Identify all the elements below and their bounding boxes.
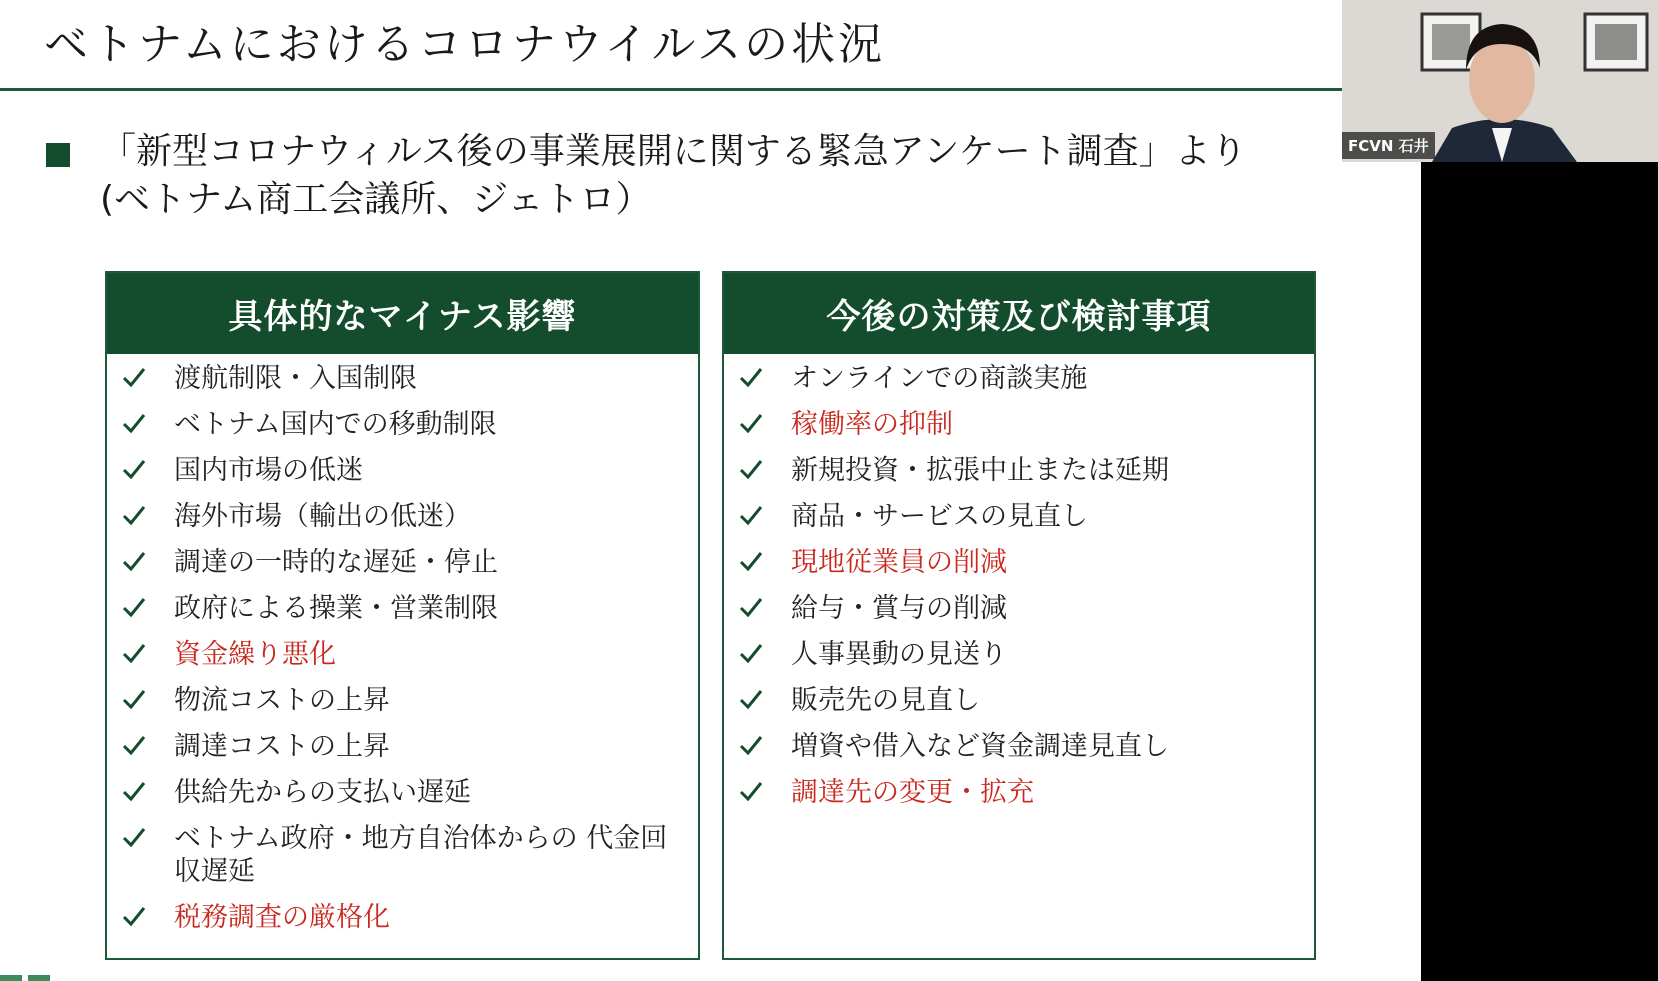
checkmark-icon (738, 456, 764, 482)
list-item-text: 調達先の変更・拡充 (791, 777, 1034, 808)
slide-subtitle (100, 128, 1247, 224)
checkmark-icon (121, 410, 147, 436)
list-item-highlighted (724, 408, 1314, 441)
list-item (107, 500, 698, 533)
slide-title: ベトナムにおけるコロナウイルスの状況 (44, 19, 886, 70)
list-item (107, 362, 698, 395)
square-bullet-icon (46, 143, 70, 167)
list-item-text: 人事異動の見送り (791, 639, 1007, 670)
list-item-text: 資金繰り悪化 (174, 639, 336, 670)
checkmark-icon (738, 364, 764, 390)
list-item-text: ベトナム国内での移動制限 (174, 409, 497, 440)
list-item (107, 730, 698, 763)
list-item-text: 物流コストの上昇 (174, 685, 390, 716)
footer-decoration (0, 975, 60, 981)
list-item (724, 638, 1314, 671)
list-item (107, 822, 698, 888)
list-item (724, 730, 1314, 763)
checkmark-icon (121, 903, 147, 929)
list-item-text: 現地従業員の削減 (791, 547, 1007, 578)
checkmark-icon (121, 594, 147, 620)
checkmark-icon (738, 594, 764, 620)
checkmark-icon (738, 686, 764, 712)
list-item-highlighted (724, 776, 1314, 809)
checkmark-icon (738, 778, 764, 804)
checkmark-icon (738, 640, 764, 666)
checkmark-icon (738, 732, 764, 758)
list-item-text: 給与・賞与の削減 (791, 593, 1007, 624)
list-item-text: 政府による操業・営業制限 (174, 593, 498, 624)
title-divider (0, 88, 1345, 91)
checkmark-icon (121, 456, 147, 482)
list-item-text: 渡航制限・入国制限 (174, 363, 417, 394)
countermeasures-header: 今後の対策及び検討事項 (724, 273, 1314, 354)
list-item-text: 調達の一時的な遅延・停止 (174, 547, 498, 578)
list-item-text: オンラインでの商談実施 (791, 363, 1088, 394)
checkmark-icon (738, 548, 764, 574)
list-item (107, 684, 698, 717)
list-item-text: 国内市場の低迷 (174, 455, 363, 486)
list-item-highlighted (107, 638, 698, 671)
subtitle-line-2: (ベトナム商工会議所、ジェトロ） (100, 179, 652, 220)
list-item (724, 500, 1314, 533)
checkmark-icon (121, 732, 147, 758)
checkmark-icon (738, 410, 764, 436)
list-item-text: 調達コストの上昇 (174, 731, 390, 762)
list-item-text: 増資や借入など資金調達見直し (791, 731, 1169, 762)
list-item (724, 454, 1314, 487)
checkmark-icon (121, 364, 147, 390)
participant-name-label: FCVN 石井 (1342, 132, 1435, 159)
negative-impacts-list (107, 354, 698, 934)
subtitle-line-1: 「新型コロナウィルス後の事業展開に関する緊急アンケート調査」より (100, 131, 1247, 172)
list-item-highlighted (724, 546, 1314, 579)
list-item (107, 546, 698, 579)
list-item-text: 販売先の見直し (791, 685, 980, 716)
checkmark-icon (121, 778, 147, 804)
list-item (107, 776, 698, 809)
countermeasures-list (724, 354, 1314, 809)
list-item (724, 362, 1314, 395)
list-item (107, 454, 698, 487)
list-item-highlighted (107, 901, 698, 934)
negative-impacts-header: 具体的なマイナス影響 (107, 273, 698, 354)
list-item-text: 税務調査の厳格化 (174, 902, 390, 933)
list-item-text: 供給先からの支払い遅延 (174, 777, 471, 808)
list-item-text: 海外市場（輸出の低迷） (174, 501, 471, 532)
list-item (724, 592, 1314, 625)
video-letterbox (1421, 162, 1658, 981)
list-item-text: 商品・サービスの見直し (791, 501, 1088, 532)
list-item-text: 稼働率の抑制 (791, 409, 953, 440)
checkmark-icon (121, 502, 147, 528)
checkmark-icon (738, 502, 764, 528)
list-item (107, 408, 698, 441)
checkmark-icon (121, 640, 147, 666)
countermeasures-panel (722, 271, 1316, 960)
list-item-text: 新規投資・拡張中止または延期 (791, 455, 1169, 486)
list-item-text: ベトナム政府・地方自治体からの 代金回収遅延 (174, 823, 668, 887)
checkmark-icon (121, 548, 147, 574)
list-item (107, 592, 698, 625)
checkmark-icon (121, 824, 147, 850)
list-item (724, 684, 1314, 717)
checkmark-icon (121, 686, 147, 712)
negative-impacts-panel (105, 271, 700, 960)
